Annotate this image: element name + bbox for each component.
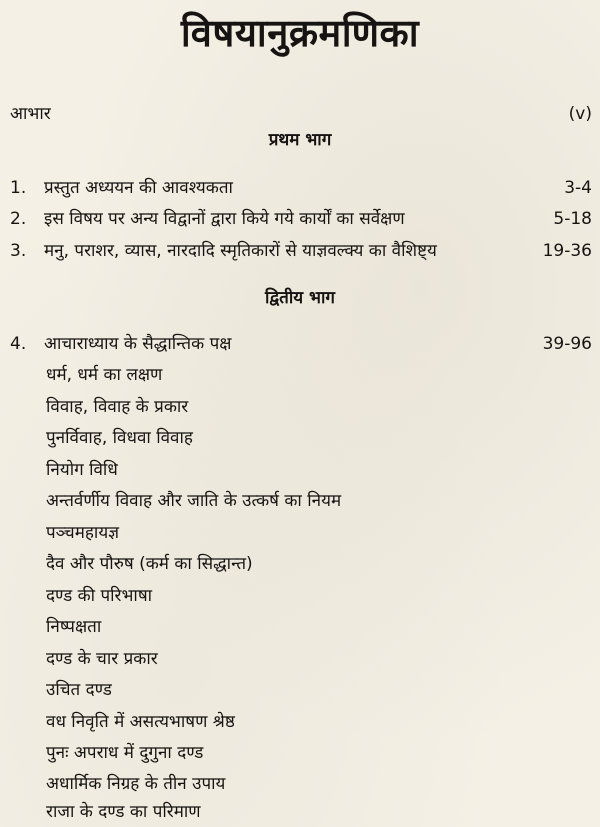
entry-number: 4. xyxy=(10,334,27,354)
subtopic-item: पञ्चमहायज्ञ xyxy=(46,523,120,543)
toc-entry xyxy=(10,237,592,265)
subtopic-item: उचित दण्ड xyxy=(46,680,112,700)
toc-entry xyxy=(10,330,592,358)
entry-pages: 19-36 xyxy=(542,241,592,261)
subtopic-item: दण्ड के चार प्रकार xyxy=(46,649,158,669)
entry-pages: 39-96 xyxy=(542,334,592,354)
page-title: विषयानुक्रमणिका xyxy=(180,11,420,55)
entry-pages: 3-4 xyxy=(564,178,592,198)
subtopic-item: पुनः अपराध में दुगुना दण्ड xyxy=(46,743,204,763)
section-heading-part2: द्वितीय भाग xyxy=(265,288,335,308)
subtopic-item: दण्ड की परिभाषा xyxy=(46,586,153,606)
subtopic-item: वध निवृति में असत्यभाषण श्रेष्ठ xyxy=(46,712,235,732)
entry-number: 2. xyxy=(10,209,27,229)
entry-text: आचाराध्याय के सैद्धान्तिक पक्ष xyxy=(44,334,232,354)
entry-text: आभार xyxy=(10,104,51,124)
subtopic-item: अन्तर्वर्णीय विवाह और जाति के उत्कर्ष का नियम xyxy=(46,491,342,511)
subtopic-item: राजा के दण्ड का परिमाण xyxy=(46,802,201,822)
entry-number: 1. xyxy=(10,178,27,198)
subtopic-item: दैव और पौरुष (कर्म का सिद्धान्त) xyxy=(46,554,253,574)
entry-text: इस विषय पर अन्य विद्वानों द्वारा किये गये कार्यों का सर्वेक्षण xyxy=(44,209,405,229)
entry-pages: 5-18 xyxy=(553,209,592,229)
subtopic-item: निष्पक्षता xyxy=(46,617,102,637)
toc-entry-preface xyxy=(10,100,592,128)
entry-text: प्रस्तुत अध्ययन की आवश्यकता xyxy=(44,178,233,198)
entry-number: 3. xyxy=(10,241,27,261)
subtopic-item: अधार्मिक निग्रह के तीन उपाय xyxy=(46,774,226,794)
toc-entry xyxy=(10,174,592,202)
subtopic-item: नियोग विधि xyxy=(46,460,118,480)
toc-entry xyxy=(10,205,592,233)
entry-text: मनु, पराशर, व्यास, नारदादि स्मृतिकारों से याज्ञवल्क्य का वैशिष्ट्य xyxy=(44,241,437,261)
section-heading-part1: प्रथम भाग xyxy=(268,130,332,150)
subtopic-item: विवाह, विवाह के प्रकार xyxy=(46,397,189,417)
subtopic-item: पुनर्विवाह, विधवा विवाह xyxy=(46,428,193,448)
subtopic-item: धर्म, धर्म का लक्षण xyxy=(46,365,163,385)
entry-pages: (v) xyxy=(568,104,592,124)
